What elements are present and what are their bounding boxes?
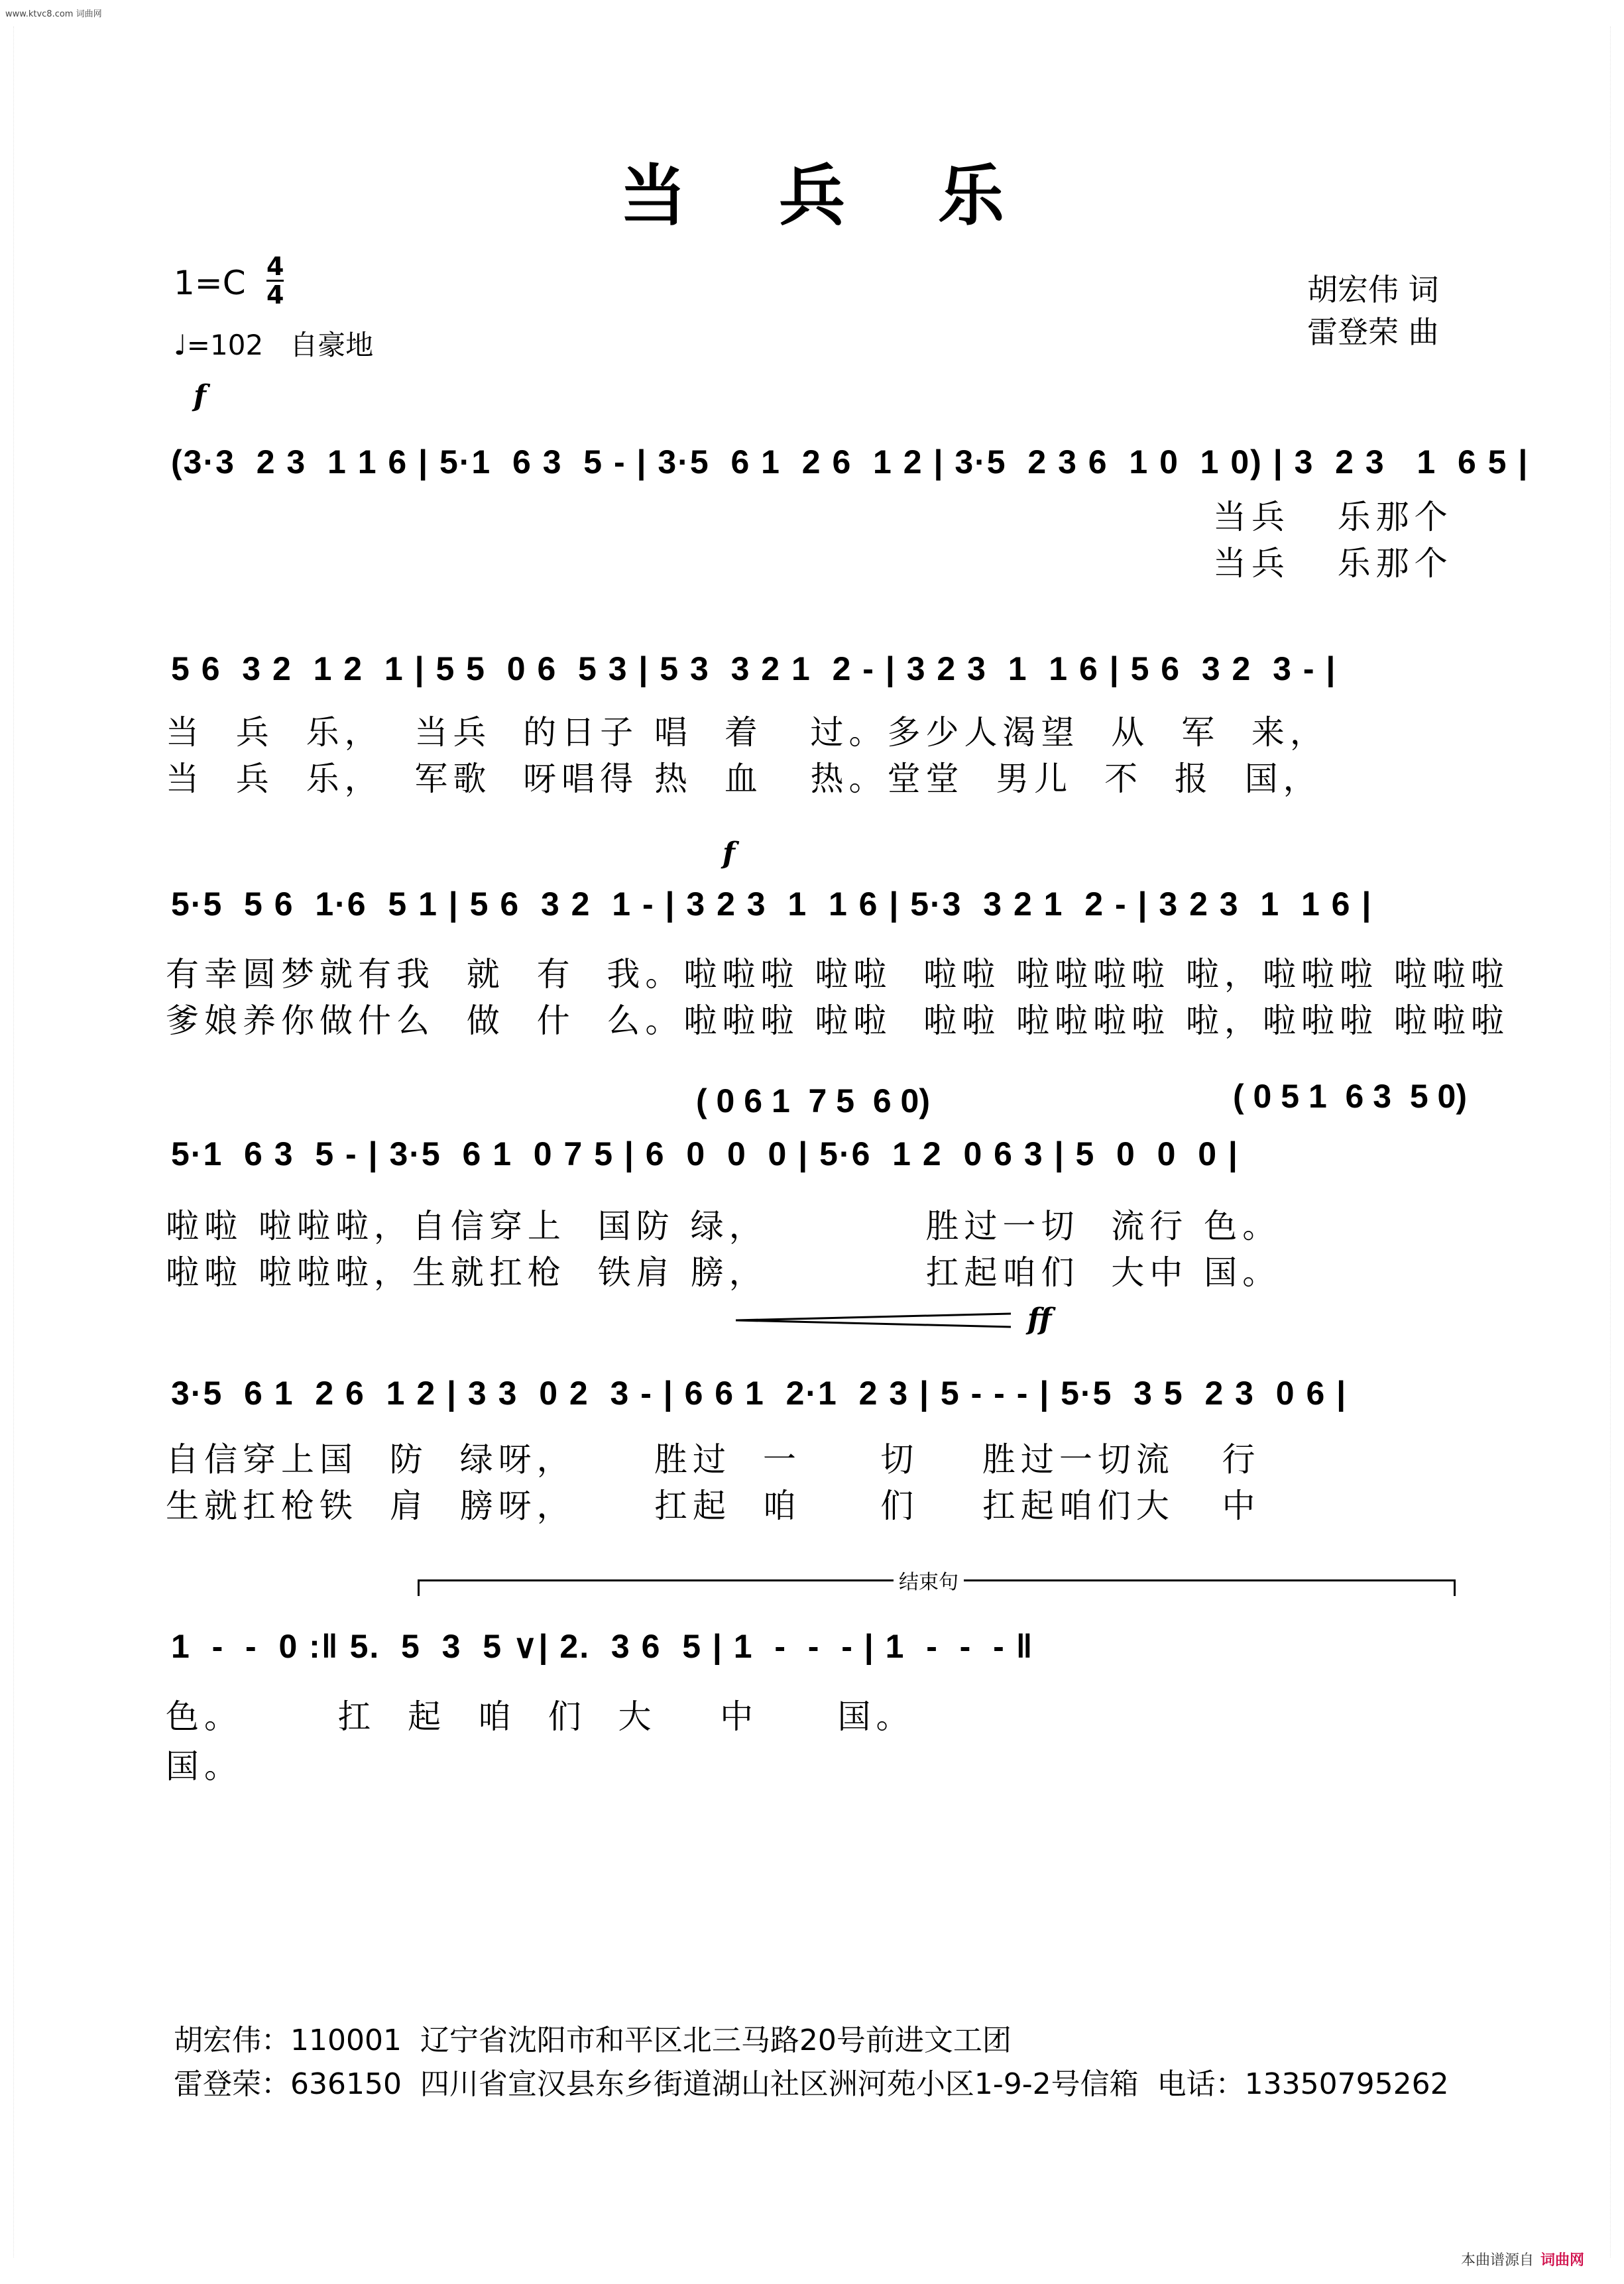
lyric-row-3-verse-1: 有幸圆梦就有我 就 有 我。啦啦啦 啦啦 啦啦 啦啦啦啦 啦，啦啦啦 啦啦啦 [166,955,1509,994]
interlude-2: ( 0 5 1 6 3 5 0) [1233,1078,1467,1115]
lyric-row-5-verse-2: 生就扛枪铁 肩 膀呀， 扛起 咱 们 扛起咱们大 中 [166,1487,1261,1525]
dynamic-forte: f [194,379,206,413]
dynamic-fortissimo: ff [1027,1302,1052,1336]
expression-marking: 自豪地 [290,329,374,361]
staff-row-3: 5·5 5 6 1·6 5 1 | 5 6 3 2 1 - | 3 2 3 1 1 6 | 5·3 3 2 1 2 - | 3 2 3 1 1 6 | [171,885,1373,923]
interlude-1: ( 0 6 1 7 5 6 0) [696,1082,930,1119]
lyricist: 胡宏伟 词 [1307,272,1439,308]
site-header: www.ktvc8.com 词曲网 [5,9,102,19]
lyric-row-1-verse-2: 当兵 乐那个 [1213,544,1453,583]
time-signature [266,253,284,308]
time-denominator: 4 [266,280,284,310]
watermark-strip-right [1610,27,1623,2257]
staff-row-6: 1 - - 0 :‖ 5. 5 3 5 ∨| 2. 3 6 5 | 1 - - - | 1 - - - ‖ [171,1628,1034,1665]
lyric-row-6-verse-2: 国。 [166,1747,243,1786]
staff-row-2: 5 6 3 2 1 2 1 | 5 5 0 6 5 3 | 5 3 3 2 1 2 - | 3 2 3 1 1 6 | 5 6 3 2 3 - | [171,650,1337,687]
lyric-row-2-verse-1: 当 兵 乐， 当兵 的日子 唱 着 过。多少人渴望 从 军 来， [166,713,1328,752]
tempo-value: ♩=102 [174,329,264,361]
key-signature: 1=C [174,264,246,302]
brand-footer [1461,2249,1584,2269]
brand-text: 本曲谱源自 [1460,2252,1534,2269]
time-numerator: 4 [266,252,284,281]
lyric-row-4-verse-2: 啦啦 啦啦啦，生就扛枪 铁肩 膀， 扛起咱们 大中 国。 [166,1253,1281,1292]
lyric-row-2-verse-2: 当 兵 乐， 军歌 呀唱得 热 血 热。堂堂 男儿 不 报 国， [166,760,1322,798]
tempo-marking [174,323,373,363]
watermark-strip-left [1,27,14,2257]
lyric-row-4-verse-1: 啦啦 啦啦啦，自信穿上 国防 绿， 胜过一切 流行 色。 [166,1207,1281,1245]
lyric-row-1-verse-1: 当兵 乐那个 [1213,498,1453,536]
lyric-row-6-verse-1: 色。 扛 起 咱 们 大 中 国。 [166,1697,915,1736]
credits [1307,268,1439,353]
brand-logo: 词曲网 [1540,2252,1584,2269]
dynamic-forte-2: f [723,836,735,870]
staff-row-1: (3·3 2 3 1 1 6 | 5·1 6 3 5 - | 3·5 6 1 2 6 1 2 | 3·5 2 3 6 1 0 1 0) | 3 2 3 1 6 5 | [171,443,1529,481]
footer-contact-lyricist: 胡宏伟：110001 辽宁省沈阳市和平区北三马路20号前进文工团 [174,2024,1012,2057]
footer-contact-composer: 雷登荣：636150 四川省宣汉县东乡街道湖山社区洲河苑小区1-9-2号信箱 电话：13350795262 [174,2067,1449,2101]
lyric-row-3-verse-2: 爹娘养你做什么 做 什 么。啦啦啦 啦啦 啦啦 啦啦啦啦 啦，啦啦啦 啦啦啦 [166,1001,1509,1040]
ending-label: 结束句 [894,1566,964,1595]
lyric-row-5-verse-1: 自信穿上国 防 绿呀， 胜过 一 切 胜过一切流 行 [166,1440,1261,1479]
staff-row-5: 3·5 6 1 2 6 1 2 | 3 3 0 2 3 - | 6 6 1 2·1 2 3 | 5 - - - | 5·5 3 5 2 3 0 6 | [171,1375,1348,1412]
staff-row-4: 5·1 6 3 5 - | 3·5 6 1 0 7 5 | 6 0 0 0 | 5·6 1 2 0 6 3 | 5 0 0 0 | [171,1135,1239,1172]
composer: 雷登荣 曲 [1307,314,1439,350]
crescendo-hairpin [736,1311,1014,1338]
song-title: 当兵乐 [620,157,1097,235]
